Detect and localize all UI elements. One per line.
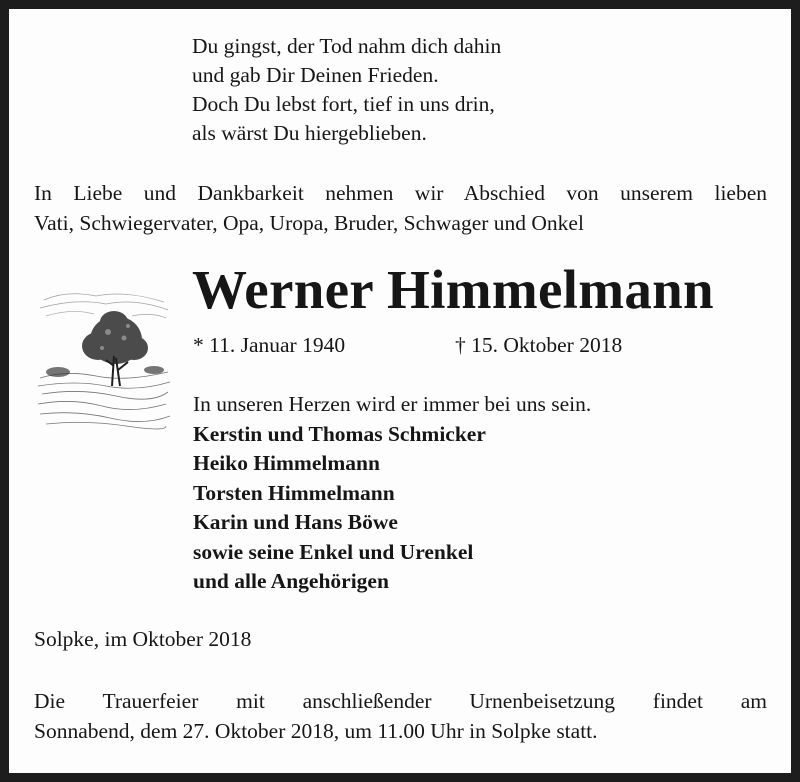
intro-line: In Liebe und Dankbarkeit nehmen wir Abschied von unserem lieben xyxy=(34,181,767,205)
family-statement: In unseren Herzen wird er immer bei uns sein. xyxy=(193,392,592,416)
farewell-intro xyxy=(34,178,767,238)
family-section xyxy=(193,390,591,597)
death-date: † 15. Oktober 2018 xyxy=(455,333,623,357)
funeral-line: Die Trauerfeier mit anschließender Urnenbeisetzung findet am xyxy=(34,689,767,713)
deceased-name: Werner Himmelmann xyxy=(192,259,714,320)
poem-line: Du gingst, der Tod nahm dich dahin xyxy=(192,34,502,58)
place-date: Solpke, im Oktober 2018 xyxy=(34,627,252,651)
mourner-name: Kerstin und Thomas Schmicker xyxy=(193,421,486,446)
mourner-name: und alle Angehörigen xyxy=(193,569,389,593)
poem-line: als wärst Du hiergeblieben. xyxy=(192,121,427,145)
birth-date: * 11. Januar 1940 xyxy=(193,333,346,357)
funeral-notice xyxy=(34,686,767,746)
poem-line: und gab Dir Deinen Frieden. xyxy=(192,63,439,87)
mourner-name: Torsten Himmelmann xyxy=(193,480,395,505)
mourner-name: sowie seine Enkel und Urenkel xyxy=(193,539,474,564)
mourner-name: Heiko Himmelmann xyxy=(193,451,380,475)
poem xyxy=(192,32,501,148)
life-dates xyxy=(193,330,623,360)
poem-line: Doch Du lebst fort, tief in uns drin, xyxy=(192,92,495,116)
mourner-name: Karin und Hans Böwe xyxy=(193,510,398,534)
tree-illustration xyxy=(36,286,172,432)
funeral-line: Sonnabend, dem 27. Oktober 2018, um 11.00 Uhr in Solpke statt. xyxy=(34,719,598,743)
intro-line: Vati, Schwiegervater, Opa, Uropa, Bruder, Schwager und Onkel xyxy=(34,211,584,235)
